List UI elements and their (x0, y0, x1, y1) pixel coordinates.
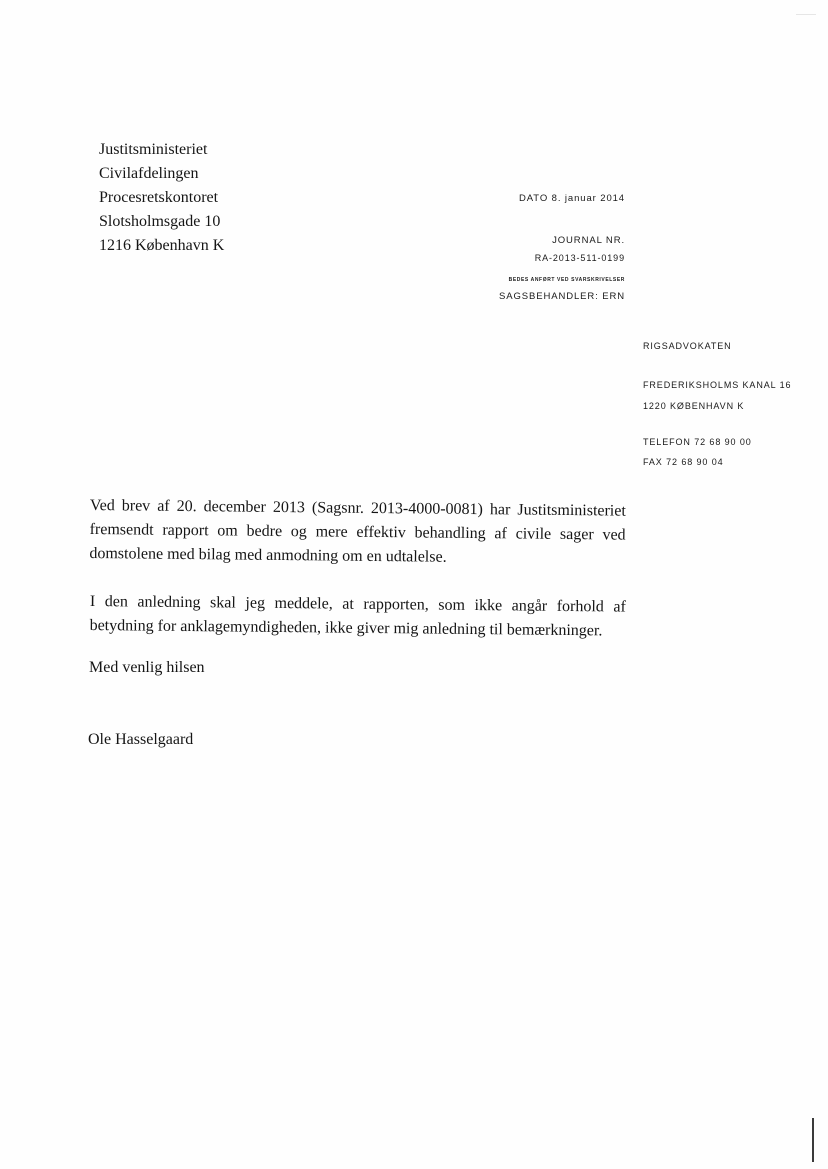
addressee-line: 1216 København K (99, 237, 225, 254)
sender-fax: FAX 72 68 90 04 (643, 457, 724, 467)
sender-address-line1: FREDERIKSHOLMS KANAL 16 (643, 380, 792, 390)
case-handler: SAGSBEHANDLER: ERN (498, 291, 625, 302)
signature-name: Ole Hasselgaard (88, 731, 194, 748)
addressee-block (99, 138, 224, 258)
body-paragraph-2: I den anledning skal jeg meddele, at rapporten, som ikke angår forhold af betydning for anklagemyndigheden, ikke giver mig anledning til bemærkninger. (89, 592, 626, 640)
addressee-line: Justitsministeriet (99, 141, 208, 158)
scan-artifact-edge (812, 1118, 814, 1162)
sender-telephone: TELEFON 72 68 90 00 (643, 437, 752, 447)
addressee-line: Civilafdelingen (99, 165, 199, 182)
addressee-line: Procesretskontoret (99, 189, 219, 206)
letter-date: DATO 8. januar 2014 (519, 193, 625, 204)
reference-notice: BEDES ANFØRT VED SVARSKRIVELSER (508, 277, 625, 283)
sender-address-line2: 1220 KØBENHAVN K (643, 401, 745, 411)
journal-number: RA-2013-511-0199 (534, 253, 625, 263)
addressee-line: Slotsholmsgade 10 (99, 213, 221, 230)
sender-name: RIGSADVOKATEN (643, 341, 732, 351)
closing-phrase: Med venlig hilsen (89, 659, 205, 676)
journal-label: JOURNAL NR. (552, 235, 625, 246)
scan-artifact-top (796, 14, 816, 15)
body-paragraph-1: Ved brev af 20. december 2013 (Sagsnr. 2013-4000-0081) har Justitsministeriet fremsendt rapport om bedre og mere effektiv behandling af civile sager ved domstolene med bilag med anmodning om en udtalelse. (89, 496, 626, 566)
